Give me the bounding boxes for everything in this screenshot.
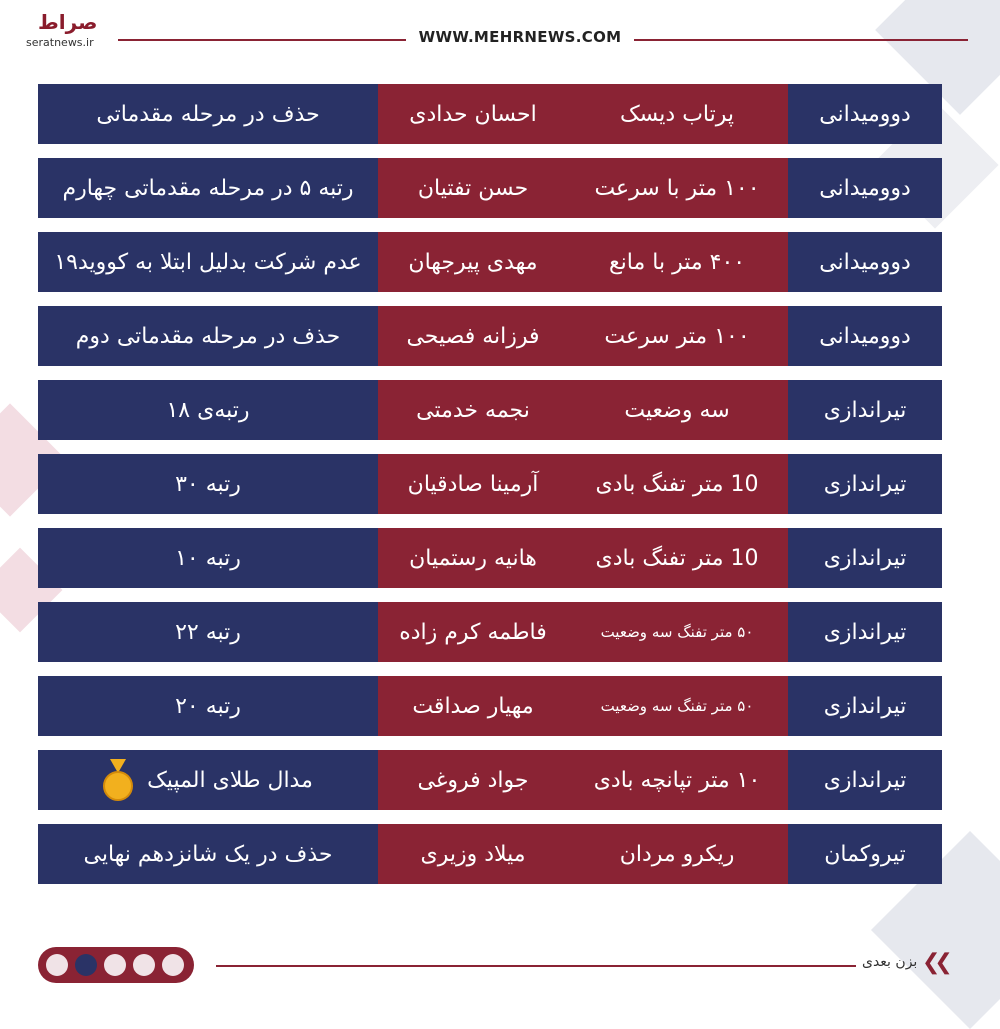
logo-text: صراط [38,10,98,34]
table-row [38,528,942,588]
sport-cell: دوومیدانی [788,232,942,292]
athlete-name-cell: آرمینا صادقیان [378,454,568,514]
result-cell: رتبه ۲۲ [38,602,378,662]
table-row [38,676,942,736]
sport-cell: تیراندازی [788,676,942,736]
site-url: WWW.MEHRNEWS.COM [418,28,622,46]
page-dot[interactable] [162,954,184,976]
event-cell: ۱۰۰ متر سرعت [566,306,788,366]
result-cell: رتبه ۳۰ [38,454,378,514]
result-text: مدال طلای المپیک [147,767,313,793]
table-row [38,454,942,514]
event-cell: ۵۰ متر تفنگ سه وضعیت [566,602,788,662]
brand-logo [8,4,98,52]
event-cell: 10 متر تفنگ بادی [566,454,788,514]
result-cell: حذف در یک شانزدهم نهایی [38,824,378,884]
event-cell: ریکرو مردان [566,824,788,884]
sport-cell: تیراندازی [788,602,942,662]
page-indicator [38,947,194,983]
double-chevron-icon[interactable]: ❮❮ [922,950,947,975]
table-row [38,380,942,440]
event-cell: سه وضعیت [566,380,788,440]
athlete-name-cell: جواد فروغی [378,750,568,810]
table-row [38,84,942,144]
page-dot[interactable] [133,954,155,976]
event-cell: پرتاب دیسک [566,84,788,144]
athlete-name-cell: احسان حدادی [378,84,568,144]
logo-url: seratnews.ir [26,36,94,49]
athlete-name-cell: مهیار صداقت [378,676,568,736]
athlete-name-cell: هانیه رستمیان [378,528,568,588]
sport-cell: دوومیدانی [788,84,942,144]
page-dot[interactable] [104,954,126,976]
sport-cell: دوومیدانی [788,306,942,366]
footer-divider [216,965,856,967]
result-cell: حذف در مرحله مقدماتی [38,84,378,144]
sport-cell: تیراندازی [788,528,942,588]
sport-cell: تیروکمان [788,824,942,884]
sport-cell: تیراندازی [788,750,942,810]
table-row [38,232,942,292]
table-row [38,158,942,218]
event-cell: 10 متر تفنگ بادی [566,528,788,588]
next-label[interactable]: بزن بعدی [862,954,918,970]
header-divider [118,39,406,41]
sport-cell: تیراندازی [788,380,942,440]
athlete-name-cell: نجمه خدمتی [378,380,568,440]
header-divider [634,39,968,41]
result-cell: رتبه ۵ در مرحله مقدماتی چهارم [38,158,378,218]
event-cell: ۴۰۰ متر با مانع [566,232,788,292]
table-row [38,750,942,810]
athlete-name-cell: حسن تفتیان [378,158,568,218]
page-dot[interactable] [46,954,68,976]
athlete-name-cell: مهدی پیرجهان [378,232,568,292]
gold-medal-icon [103,759,133,801]
sport-cell: دوومیدانی [788,158,942,218]
athlete-name-cell: فرزانه فصیحی [378,306,568,366]
result-cell: حذف در مرحله مقدماتی دوم [38,306,378,366]
athlete-name-cell: فاطمه کرم زاده [378,602,568,662]
event-cell: ۵۰ متر تفنگ سه وضعیت [566,676,788,736]
event-cell: ۱۰۰ متر با سرعت [566,158,788,218]
page-dot-active[interactable] [75,954,97,976]
athlete-name-cell: میلاد وزیری [378,824,568,884]
sport-cell: تیراندازی [788,454,942,514]
table-row [38,602,942,662]
table-row [38,306,942,366]
result-cell: عدم شرکت بدلیل ابتلا به کووید۱۹ [38,232,378,292]
result-cell [38,750,378,810]
result-cell: رتبه ۱۰ [38,528,378,588]
result-cell: رتبه ۲۰ [38,676,378,736]
table-row [38,824,942,884]
event-cell: ۱۰ متر تپانچه بادی [566,750,788,810]
result-cell: رتبه‌ی ۱۸ [38,380,378,440]
